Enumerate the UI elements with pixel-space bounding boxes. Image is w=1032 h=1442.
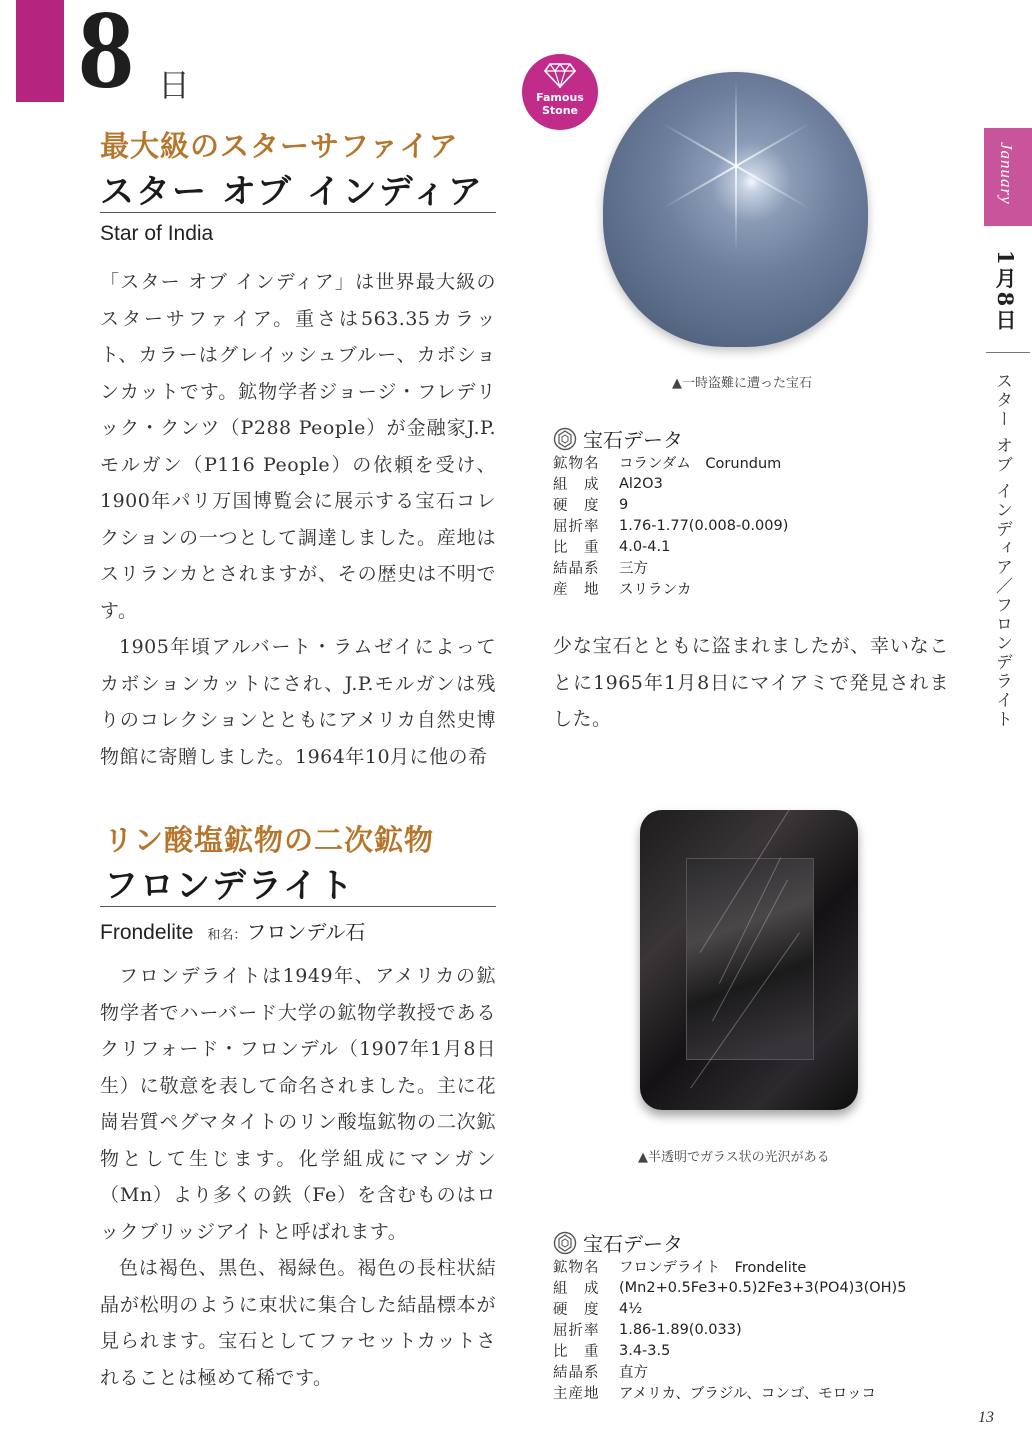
gem-data-icon <box>553 427 577 451</box>
day-accent-bar <box>16 0 64 102</box>
data-row <box>553 1361 906 1382</box>
data-value: 三方 <box>619 561 648 577</box>
badge-line2: Stone <box>541 104 579 117</box>
data-key: 結晶系 <box>553 561 600 577</box>
page-number: 13 <box>978 1409 994 1426</box>
data-key: 屈折率 <box>553 1323 600 1339</box>
data-key: 比 重 <box>553 540 600 556</box>
data-key: 組 成 <box>553 477 600 493</box>
section1-body <box>100 264 496 775</box>
data-value: (Mn2+0.5Fe3+0.5)2Fe3+3(PO4)3(OH)5 <box>619 1279 907 1296</box>
month-label: January <box>997 142 1016 205</box>
data-value: 3.4-3.5 <box>619 1342 671 1359</box>
famous-stone-badge <box>522 54 598 130</box>
data-row <box>553 515 788 536</box>
month-tab <box>984 128 1032 226</box>
section1-data-table <box>553 452 788 599</box>
badge-line1: Famous <box>536 91 584 104</box>
section1-data-title: 宝石データ <box>583 428 683 452</box>
data-key: 産 地 <box>553 582 600 598</box>
section1-english-name: Star of India <box>100 222 214 245</box>
data-value: アメリカ、ブラジル、コンゴ、モロッコ <box>619 1386 877 1402</box>
day-suffix: 日 <box>158 66 191 104</box>
data-key: 結晶系 <box>553 1365 600 1381</box>
section1-title: スター オブ インディア <box>100 172 484 212</box>
section2-title: フロンデライト <box>104 866 355 906</box>
section2-jp-name: フロンデル石 <box>246 920 366 944</box>
data-value: スリランカ <box>619 582 692 598</box>
data-key: 鉱物名 <box>553 1260 600 1276</box>
data-row <box>553 452 788 473</box>
section1-continuation: 少な宝石とともに盗まれましたが、幸いなことに1965年1月8日にマイアミで発見されました。 <box>553 635 949 730</box>
data-value: 1.86-1.89(0.033) <box>619 1321 742 1338</box>
frondelite-image <box>640 810 858 1110</box>
data-row <box>553 473 788 494</box>
data-row <box>553 578 788 599</box>
star-sapphire-image <box>603 72 868 347</box>
section2-data-title: 宝石データ <box>583 1232 683 1256</box>
section2-data-heading <box>553 1228 683 1257</box>
data-key: 硬 度 <box>553 498 600 514</box>
data-key: 主産地 <box>553 1386 600 1402</box>
section2-paragraph: フロンデライトは1949年、アメリカの鉱物学者でハーバード大学の鉱物学教授であるクリフォード・フロンデル（1907年1月8日生）に敬意を表して命名されました。主に花崗岩質ペグマタイトのリン酸塩鉱物の二次鉱物として生じます。化学組成にマンガン（Mn）より多くの鉄（Fe）を含むものはロックブリッジアイトと呼ばれます。 <box>100 965 496 1243</box>
data-value: コランダム Corundum <box>619 456 782 472</box>
data-value: 直方 <box>619 1365 648 1381</box>
section2-jp-label: 和名： <box>207 928 247 943</box>
section1-paragraph: 「スター オブ インディア」は世界最大級のスターサファイア。重さは563.35カラット、カラーはグレイッシュブルー、カボションカットです。鉱物学者ジョージ・フレデリック・クンツ（P288 People）が金融家J.P.モルガン（P116 People）の依頼を受け、1900年パリ万国博覧会に展示する宝石コレクションの一つとして調達しました。産地はスリランカとされますが、その歴史は不明です。 <box>100 271 496 622</box>
rail-divider <box>986 352 1030 353</box>
data-row <box>553 1319 906 1340</box>
data-row <box>553 1340 906 1361</box>
section1-image-caption: ▲一時盗難に遭った宝石 <box>672 376 812 391</box>
data-row <box>553 557 788 578</box>
section2-data-table <box>553 1256 906 1403</box>
data-key: 組 成 <box>553 1281 600 1297</box>
data-value: Al2O3 <box>619 475 663 492</box>
data-key: 屈折率 <box>553 519 600 535</box>
section2-english-name: Frondelite <box>100 921 194 944</box>
rail-titles: スター オブ インディア／フロンデライト <box>992 372 1012 729</box>
section2-subtitle: リン酸塩鉱物の二次鉱物 <box>104 823 435 857</box>
section2-paragraph: 色は褐色、黒色、褐緑色。褐色の長柱状結晶が松明のように束状に集合した結晶標本が見られます。宝石としてファセットカットされることは極めて稀です。 <box>100 1257 496 1389</box>
data-value: 4.0-4.1 <box>619 538 671 555</box>
data-row <box>553 1256 906 1277</box>
data-key: 鉱物名 <box>553 456 600 472</box>
data-key: 比 重 <box>553 1344 600 1360</box>
section1-rule <box>100 212 496 213</box>
data-value: 4½ <box>619 1300 643 1317</box>
section2-names <box>100 916 365 945</box>
data-key: 硬 度 <box>553 1302 600 1318</box>
data-row <box>553 1277 906 1298</box>
section1-subtitle: 最大級のスターサファイア <box>100 129 459 163</box>
rail-date: 1月8日 <box>993 250 1018 334</box>
section2-body <box>100 958 496 1396</box>
section1-data-heading <box>553 424 683 453</box>
data-row <box>553 1382 906 1403</box>
data-value: フロンデライト Frondelite <box>619 1260 807 1276</box>
diamond-icon <box>544 62 576 88</box>
data-row <box>553 494 788 515</box>
day-number: 8 <box>78 0 134 112</box>
data-row <box>553 1298 906 1319</box>
data-value: 1.76-1.77(0.008-0.009) <box>619 517 789 534</box>
data-value: 9 <box>619 496 629 513</box>
data-row <box>553 536 788 557</box>
section2-rule <box>100 906 496 907</box>
gem-data-icon <box>553 1231 577 1255</box>
section1-paragraph: 1905年頃アルバート・ラムゼイによってカボションカットにされ、J.P.モルガンは残りのコレクションとともにアメリカ自然史博物館に寄贈しました。1964年10月に他の希 <box>100 636 496 768</box>
section2-image-caption: ▲半透明でガラス状の光沢がある <box>638 1150 830 1165</box>
